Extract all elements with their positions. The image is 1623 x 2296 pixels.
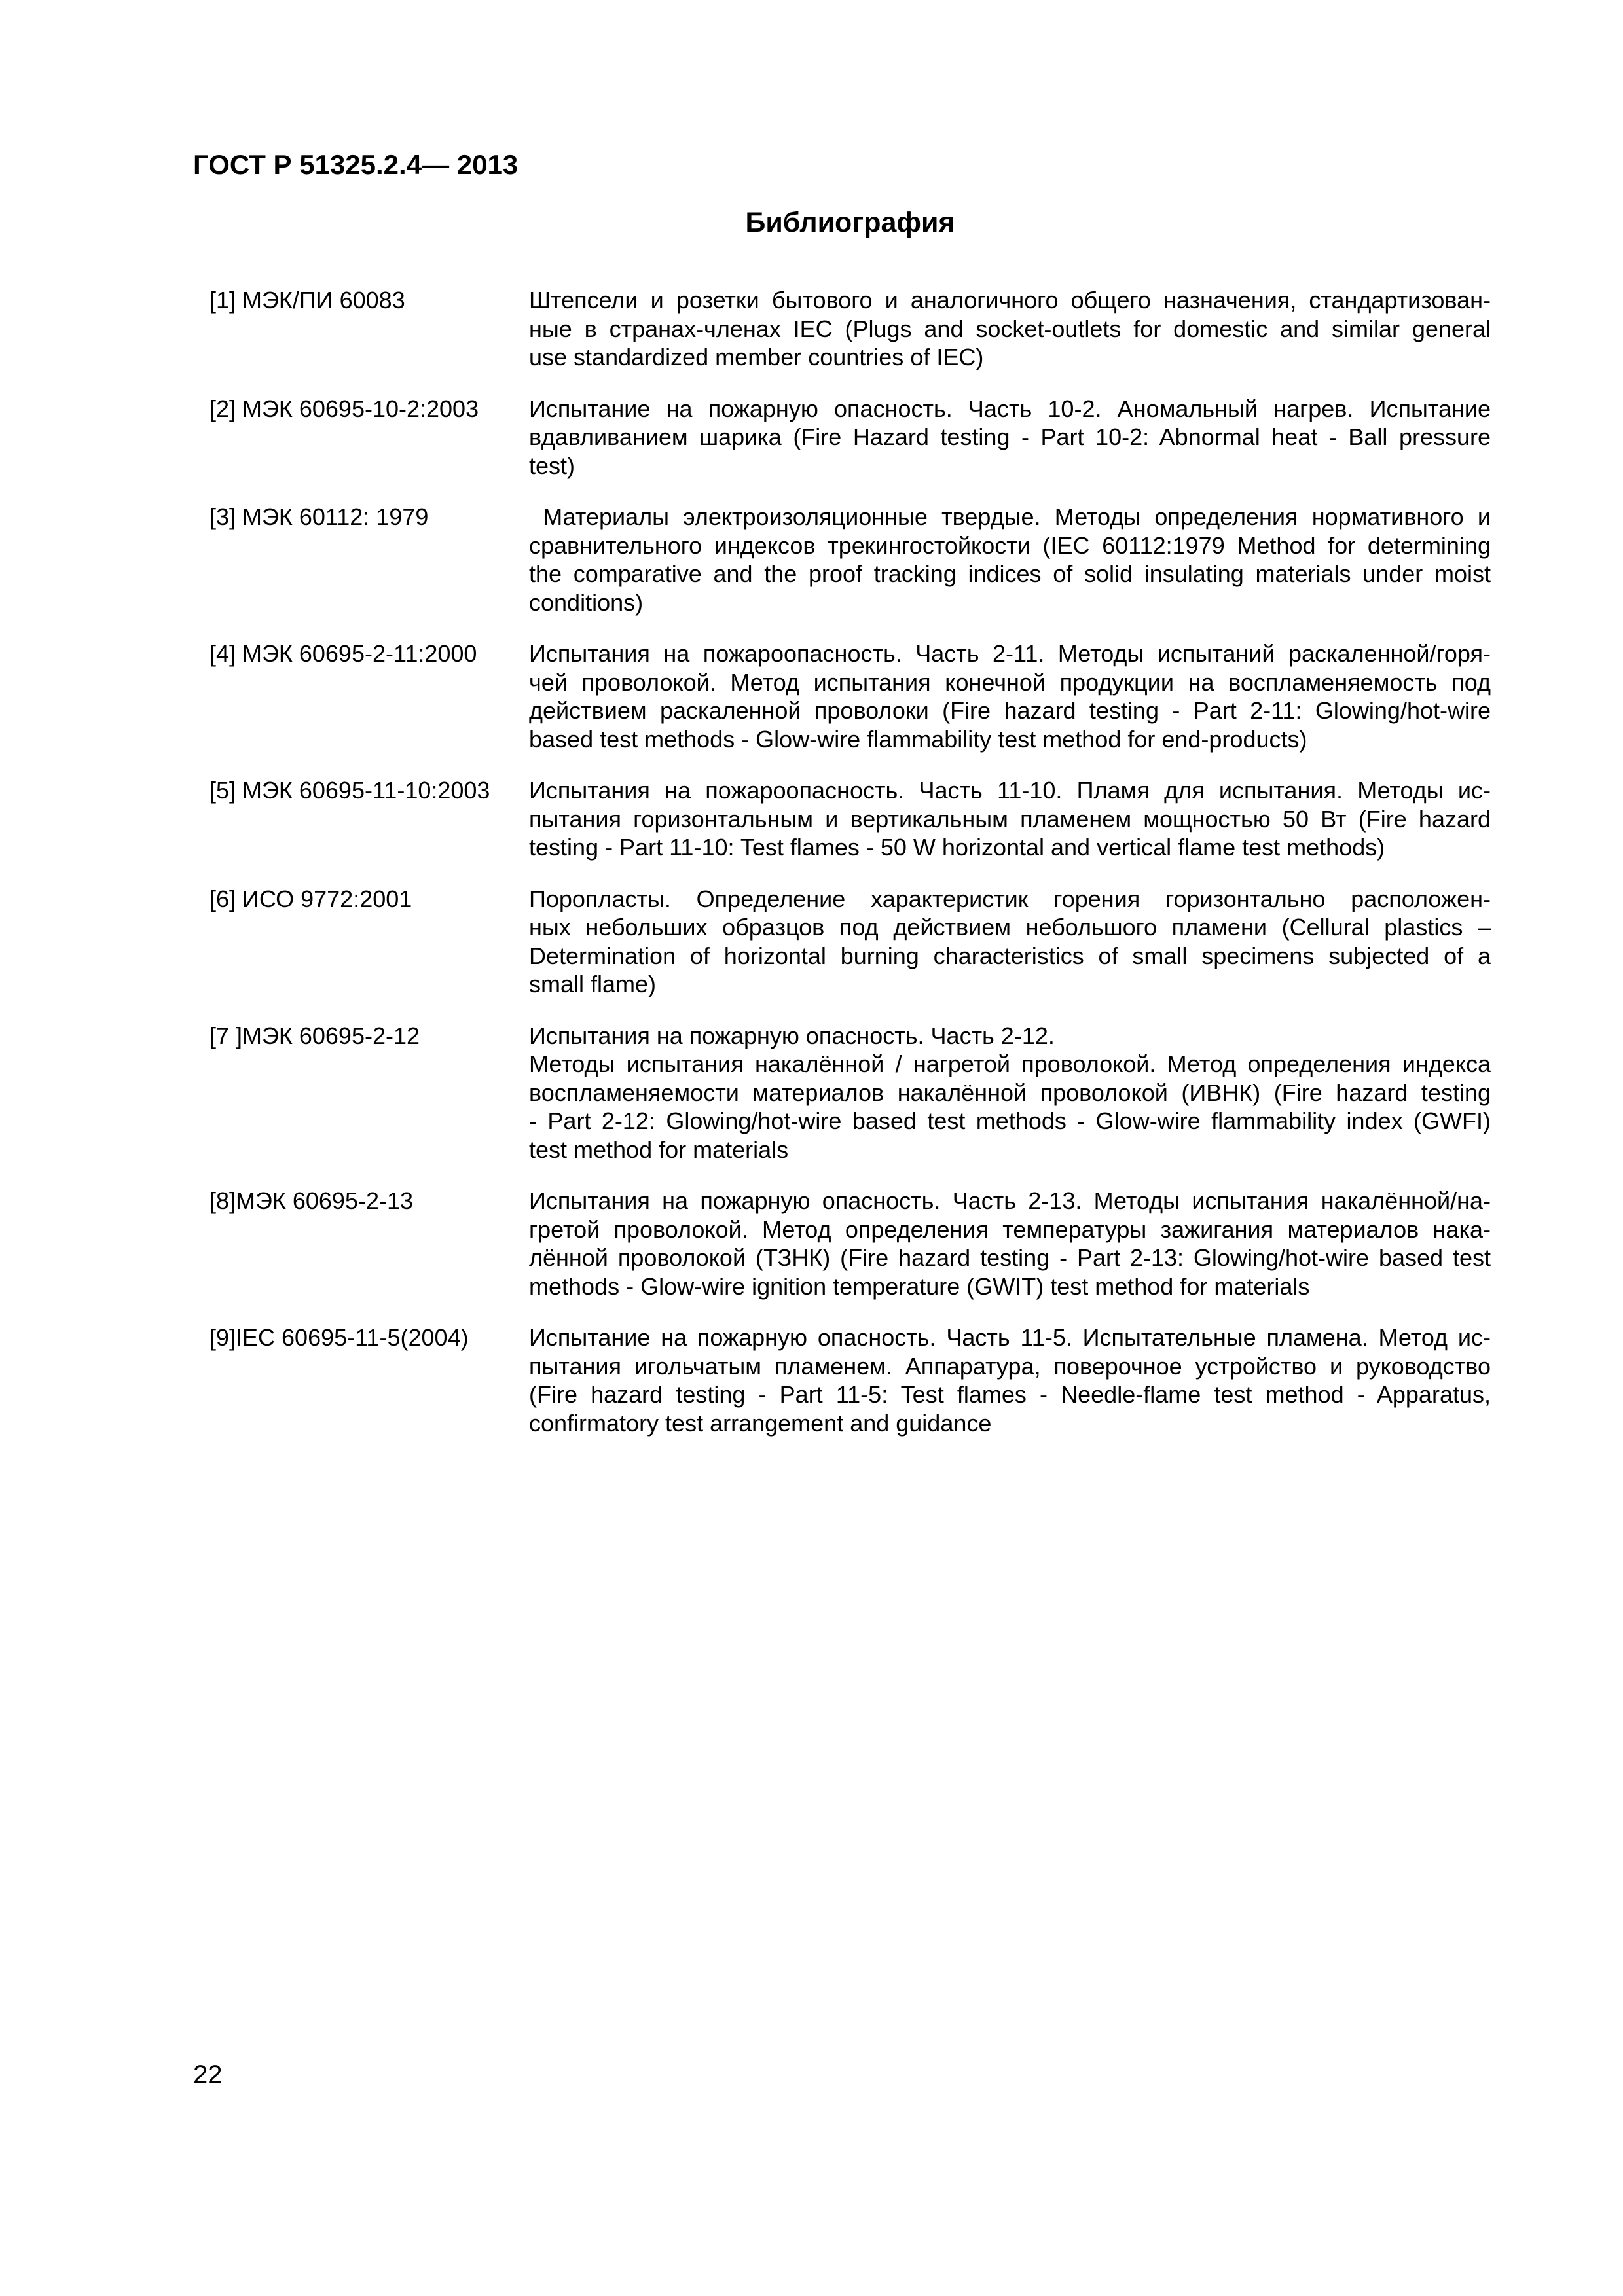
entry-description (529, 776, 1491, 862)
bibliography-entry (210, 1022, 1491, 1164)
entry-text-line: methods - Glow-wire ignition temperature (GWIT) test method for materials (529, 1272, 1310, 1300)
entry-text-line: the comparative and the proof tracking indices of solid insulating materials under moist (529, 560, 1491, 587)
entry-description (529, 395, 1491, 480)
entry-text-line: test) (529, 452, 575, 479)
entry-ref-label: [9]IEC 60695-11-5(2004) (210, 1324, 469, 1351)
entry-text-line: (Fire hazard testing - Part 11-5: Test flames - Needle-flame test method - Apparatus, (529, 1381, 1491, 1408)
entry-text-line: вдавливанием шарика (Fire Hazard testing - Part 10-2: Abnormal heat - Ball pressure (529, 423, 1491, 450)
entry-text-line: Determination of horizontal burning characteristics of small specimens subjected of a (529, 942, 1491, 969)
entry-text-line: based test methods - Glow-wire flammability test method for end-products) (529, 725, 1307, 753)
entry-text-line: Испытания на пожарную опасность. Часть 2-13. Методы испытания накалённой/на- (529, 1187, 1491, 1214)
entry-text-line: пытания игольчатым пламенем. Аппаратура, поверочное устройство и руководство (529, 1352, 1491, 1380)
entry-description (529, 1323, 1491, 1437)
entry-description (529, 639, 1491, 753)
page-title: Библиография (745, 207, 955, 238)
page-number: 22 (193, 2060, 223, 2089)
bibliography-entry (210, 395, 1491, 480)
entry-text-line: лённой проволокой (ТЗНК) (Fire hazard testing - Part 2-13: Glowing/hot-wire based test (529, 1244, 1491, 1271)
entry-ref-label: [5] МЭК 60695-11-10:2003 (210, 777, 490, 804)
document-code: ГОСТ Р 51325.2.4— 2013 (193, 149, 519, 180)
entry-text-line: Испытания на пожарную опасность. Часть 2-12. (529, 1022, 1055, 1049)
entry-ref-label: [7 ]МЭК 60695-2-12 (210, 1022, 420, 1049)
entry-text-line: Методы испытания накалённой / нагретой проволокой. Метод определения индекса (529, 1050, 1491, 1077)
entry-text-line: - Part 2-12: Glowing/hot-wire based test methods - Glow-wire flammability index (GWFI) (529, 1107, 1491, 1134)
entry-text-line: гретой проволокой. Метод определения температуры зажигания материалов нака- (529, 1215, 1491, 1243)
bibliography-entry (210, 503, 1491, 617)
entry-text-line: testing - Part 11-10: Test flames - 50 W horizontal and vertical flame test methods) (529, 834, 1385, 861)
bibliography-entry (210, 1323, 1491, 1437)
entry-text-line: Испытание на пожарную опасность. Часть 11-5. Испытательные пламена. Метод ис- (529, 1324, 1491, 1351)
bibliography-list (210, 286, 1491, 1460)
entry-description (529, 885, 1491, 999)
entry-description (529, 503, 1491, 617)
entry-description (529, 1022, 1491, 1164)
bibliography-entry (210, 776, 1491, 862)
entry-description (529, 1187, 1491, 1300)
entry-text-line: test method for materials (529, 1136, 789, 1163)
bibliography-entry (210, 1187, 1491, 1300)
entry-text-line: пытания горизонтальным и вертикальным пламенем мощностью 50 Вт (Fire hazard (529, 805, 1491, 833)
entry-text-line: сравнительного индексов трекингостойкости (IEC 60112:1979 Method for determining (529, 531, 1491, 559)
entry-text-line: Материалы электроизоляционные твердые. Методы определения нормативного и (529, 503, 1491, 530)
entry-text-line: воспламеняемости материалов накалённой проволокой (ИВНК) (Fire hazard testing (529, 1079, 1491, 1106)
entry-ref-label: [2] МЭК 60695-10-2:2003 (210, 395, 479, 422)
entry-text-line: действием раскаленной проволоки (Fire hazard testing - Part 2-11: Glowing/hot-wire (529, 697, 1491, 724)
entry-text-line: Испытание на пожарную опасность. Часть 10-2. Аномальный нагрев. Испытание (529, 395, 1491, 422)
entry-text-line: conditions) (529, 588, 644, 616)
entry-text-line: Испытания на пожароопасность. Часть 11-10. Пламя для испытания. Методы ис- (529, 777, 1491, 804)
entry-text-line: small flame) (529, 971, 657, 997)
entry-text-line: ных небольших образцов под действием небольшого пламени (Cellural plastics – (529, 914, 1491, 941)
entry-ref-label: [3] МЭК 60112: 1979 (210, 503, 429, 530)
entry-ref-label: [6] ИСО 9772:2001 (210, 885, 412, 912)
entry-text-line: Штепсели и розетки бытового и аналогичного общего назначения, стандартизован- (529, 287, 1491, 314)
entry-ref-label: [4] МЭК 60695-2-11:2000 (210, 640, 477, 667)
entry-text-line: ные в странах-членах IEC (Plugs and socket-outlets for domestic and similar general (529, 315, 1491, 342)
entry-ref-label: [8]МЭК 60695-2-13 (210, 1187, 414, 1214)
entry-text-line: Поропласты. Определение характеристик горения горизонтально расположен- (529, 885, 1491, 912)
bibliography-entry (210, 286, 1491, 372)
entry-text-line: use standardized member countries of IEC) (529, 344, 984, 370)
bibliography-entry (210, 885, 1491, 999)
entry-text-line: confirmatory test arrangement and guidance (529, 1409, 992, 1437)
entry-ref-label: [1] МЭК/ПИ 60083 (210, 287, 405, 314)
bibliography-entry (210, 639, 1491, 753)
entry-text-line: чей проволокой. Метод испытания конечной продукции на воспламеняемость под (529, 668, 1491, 696)
entry-text-line: Испытания на пожароопасность. Часть 2-11. Методы испытаний раскаленной/горя- (529, 640, 1491, 667)
entry-description (529, 286, 1491, 372)
